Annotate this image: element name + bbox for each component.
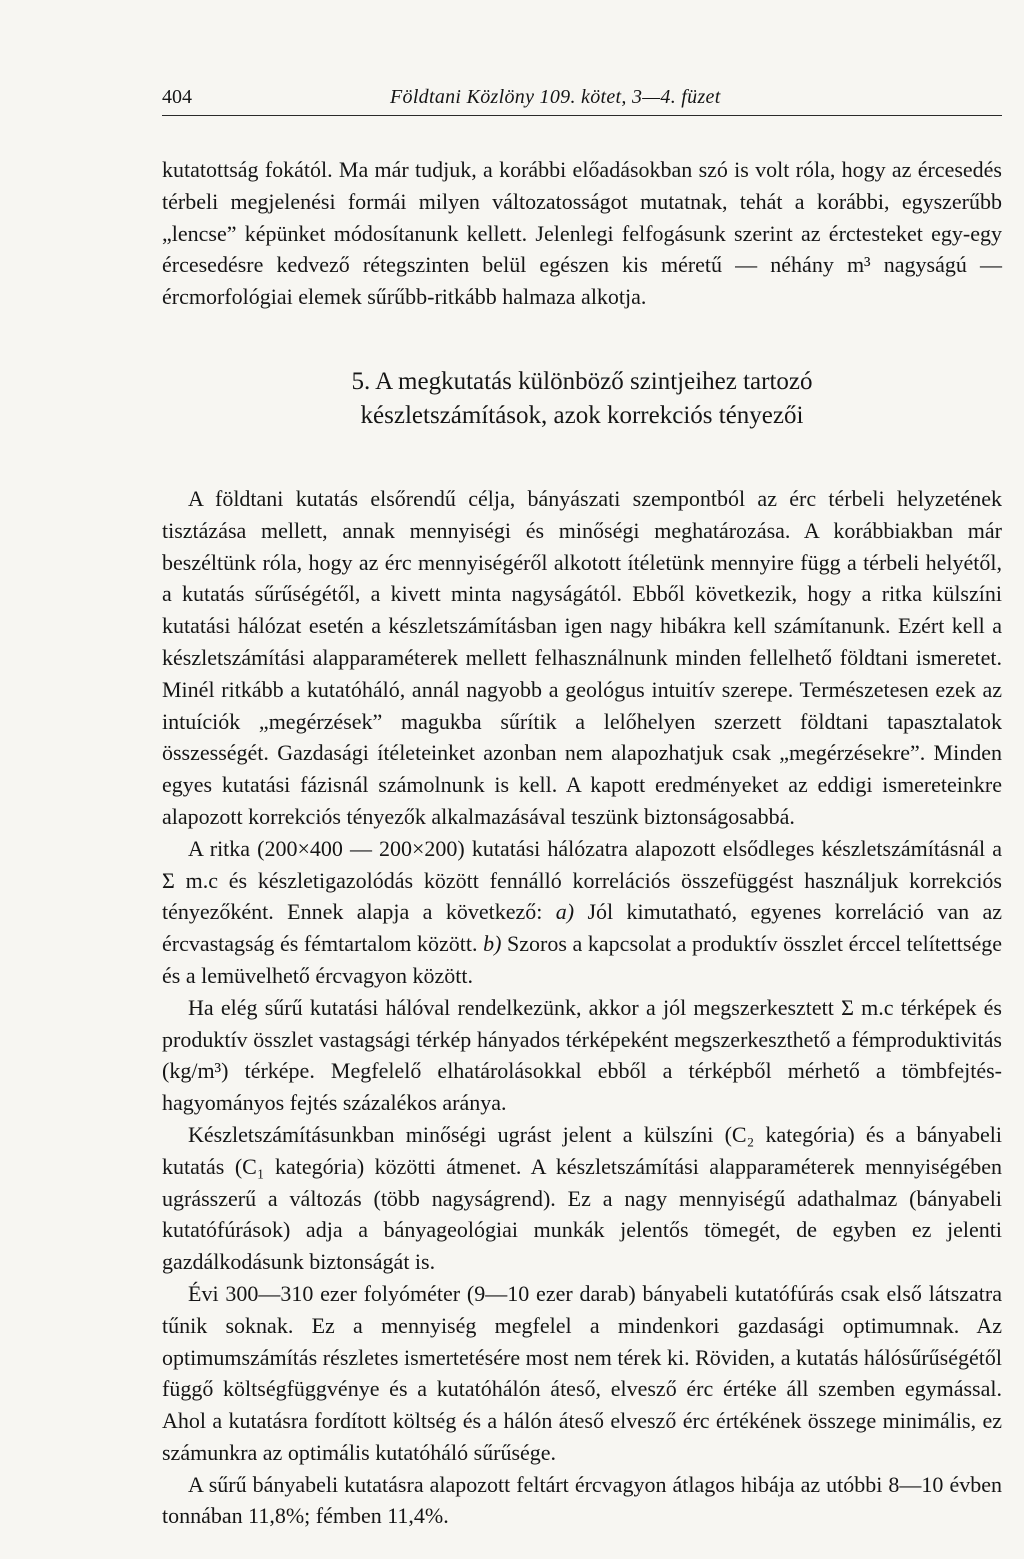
page [162,86,1002,1532]
item-label-b: b) [483,931,502,957]
paragraph-2-part-a: A ritka (200×400 — 200×200) kutatási hálózatra alapozott elsődleges készletszámításnál a Σ m.c és készletigazolódás között fennálló korrelációs összefüggést használjuk korrekciós tényezőként. Ennek alapja a következő: [162,835,1002,925]
paragraph-2-part-c: Szoros a kapcsolat a produktív összlet érccel telítettsége és a lemüvelhető ércvagyon között. [162,931,1002,988]
paragraph-5: Évi 300—310 ezer folyóméter (9—10 ezer darab) bányabeli kutatófúrás csak első látszatra tűnik soknak. Ez a mennyiség megfelel a mindenkori gazdasági optimumnak. Az optimumszámítás részletes ismertetésére most nem térek ki. Röviden, a kutatás hálósűrűségétől függő költségfüggvénye és a kutatóhálón áteső, elvesző érc értéke áll szemben egymással. Ahol a kutatásra fordított költség és a hálón áteső elvesző érc értékének összege minimális, ez számunkra az optimális kutatóháló sűrűsége. [162,1280,1002,1465]
journal-title: Földtani Közlöny 109. kötet, 3—4. füzet [390,86,721,108]
paragraph-1: A földtani kutatás elsőrendű célja, bányászati szempontból az érc térbeli helyzetének tisztázása mellett, annak mennyiségi és minőségi meghatározása. A korábbiakban már beszéltünk róla, hogy az érc mennyiségéről alkotott ítéletünk mennyire függ a térbeli helyétől, a kutatás sűrűségétől, a kivett minta nagyságától. Ebből következik, hogy a ritka külszíni kutatási hálózat esetén a készletszámításban igen nagy hibákra kell számítanunk. Ezért kell a készletszámítási alapparaméterek mellett felhasználnunk minden fellelhető földtani ismeretet. Minél ritkább a kutatóháló, annál nagyobb a geológus intuitív szerepe. Természetesen ezek az intuíciók „megérzések” magukba sűrítik a lelőhelyen szerzett földtani tapasztalatok összességét. Gazdasági ítéleteinket azonban nem alapozhatjuk csak „megérzésekre”. Minden egyes kutatási fázisnál számolnunk is kell. A kapott eredményeket az eddigi ismereteinkre alapozott korrekciós tényezők alkalmazásával teszünk biztonságosabbá. [162,485,1002,829]
paragraph-2 [162,833,1002,992]
intro-paragraph: kutatottság fokától. Ma már tudjuk, a korábbi előadásokban szó is volt róla, hogy az ércesedés térbeli megjelenési formái milyen változatosságot mutatnak, tehát a korábbi, egyszerűbb „lencse” képünket módosítanunk kellett. Jelenlegi felfogásunk szerint az érctesteket egy-egy ércesedésre kedvező rétegszinten belül egészen kis méretű — néhány m³ nagyságú — ércmorfológiai elemek sűrűbb-ritkább halmaza alkotja. [162,157,1002,310]
paragraph-3: Ha elég sűrű kutatási hálóval rendelkezünk, akkor a jól megszerkesztett Σ m.c térképek és produktív összlet vastagsági térkép hányados térképeként megszerkeszthető a fémproduktivitás (kg/m³) térképe. Megfelelő elhatárolásokkal ebből a térképből mérhető a tömbfejtés-hagyományos fejtés százalékos aránya. [162,994,1002,1116]
section-heading-line-2: készletszámítások, azok korrekciós tényezői [360,401,804,429]
item-label-a: a) [555,899,575,925]
section-heading-line-1: 5. A megkutatás különböző szintjeihez tartozó [351,367,813,395]
page-number: 404 [162,86,192,108]
paragraph-4: Készletszámításunkban minőségi ugrást jelent a külszíni (C₂ kategória) és a bányabeli kutatás (C₁ kategória) közötti átmenet. A készletszámítási alapparaméterek mennyiségében ugrásszerű a változás (több nagyságrend). Ez a nagy mennyiségű adathalmaz (bányabeli kutatófúrások) adja a bányageológiai munkák jelentős tömegét, de egyben ez jelenti gazdálkodásunk biztonságát is. [162,1121,1002,1275]
paragraph-6: A sűrű bányabeli kutatásra alapozott feltárt ércvagyon átlagos hibája az utóbbi 8—10 évben tonnában 11,8%; fémben 11,4%. [162,1471,1002,1529]
running-header [162,86,1002,116]
paragraph-2-part-b: Jól kimutatható, egyenes korreláció van az ércvastagság és fémtartalom között. [162,899,1002,957]
section-heading [162,365,1002,433]
